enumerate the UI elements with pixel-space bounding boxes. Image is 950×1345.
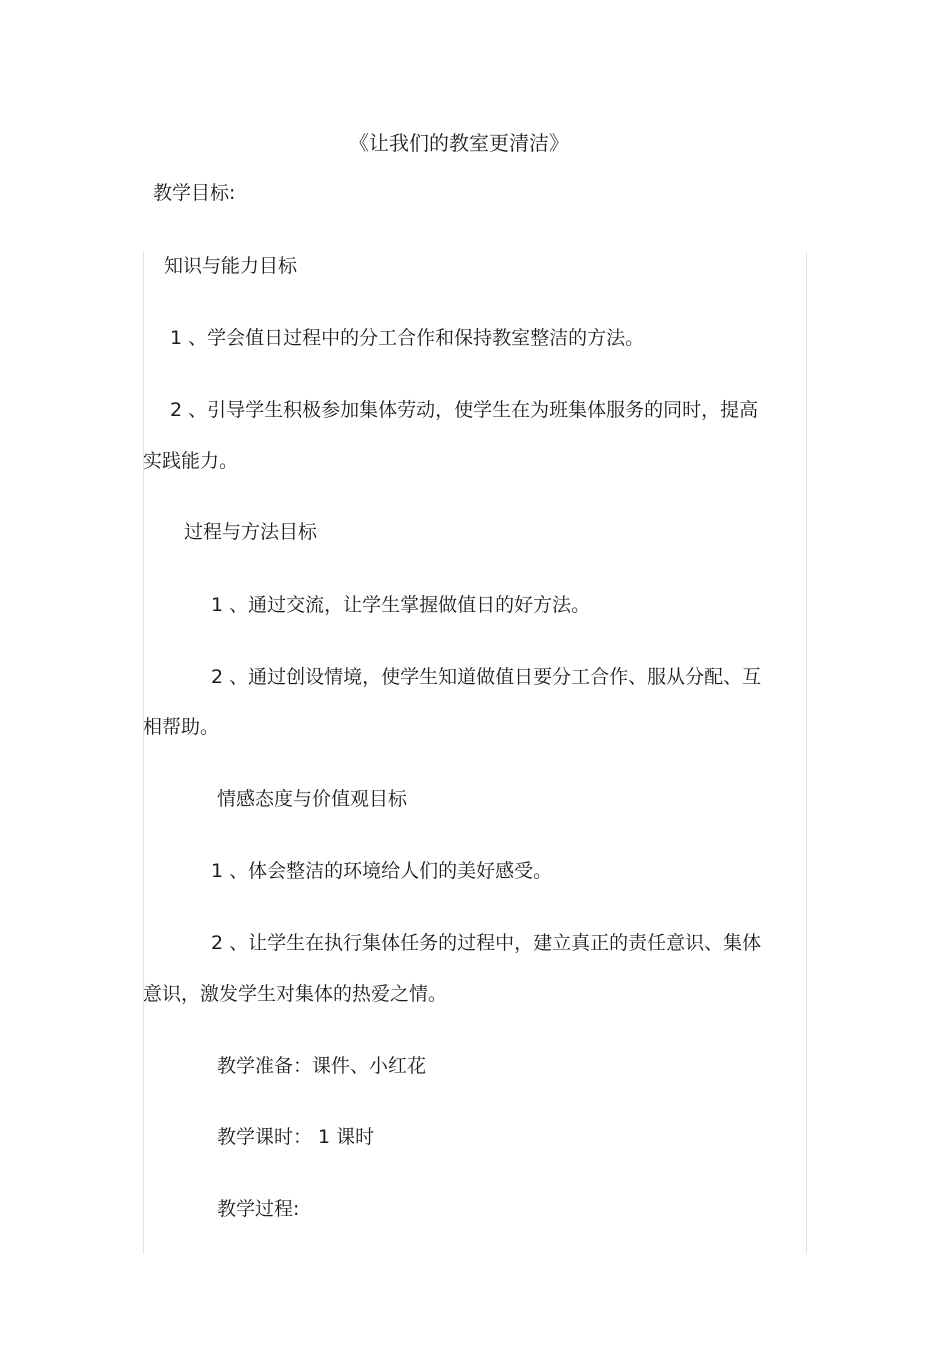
frame-left-border bbox=[143, 252, 144, 1254]
knowledge-heading: 知识与能力目标 bbox=[164, 255, 298, 277]
frame-right-border bbox=[806, 252, 807, 1254]
emotion-item-1: 1 、体会整洁的环境给人们的美好感受。 bbox=[211, 860, 553, 882]
knowledge-item-2-line-1: 2 、引导学生积极参加集体劳动，使学生在为班集体服务的同时，提高 bbox=[170, 399, 759, 421]
process-heading: 过程与方法目标 bbox=[184, 521, 318, 543]
emotion-item-2-line-1: 2 、让学生在执行集体任务的过程中，建立真正的责任意识、集体 bbox=[211, 932, 762, 954]
document-title: 《让我们的教室更清洁》 bbox=[349, 131, 569, 155]
process-item-2-line-2: 相帮助。 bbox=[143, 716, 220, 738]
teaching-hours: 教学课时： 1 课时 bbox=[217, 1126, 375, 1148]
knowledge-item-1: 1 、学会值日过程中的分工合作和保持教室整洁的方法。 bbox=[170, 327, 645, 349]
knowledge-item-2-line-2: 实践能力。 bbox=[143, 450, 239, 472]
emotion-item-2-line-2: 意识，激发学生对集体的热爱之情。 bbox=[143, 983, 448, 1005]
emotion-heading: 情感态度与价值观目标 bbox=[217, 788, 408, 810]
process-item-1: 1 、通过交流，让学生掌握做值日的好方法。 bbox=[211, 594, 591, 616]
teaching-procedure-heading: 教学过程: bbox=[217, 1198, 300, 1220]
teaching-preparation: 教学准备：课件、小红花 bbox=[217, 1055, 427, 1077]
objectives-heading: 教学目标: bbox=[153, 182, 236, 204]
process-item-2-line-1: 2 、通过创设情境，使学生知道做值日要分工合作、服从分配、互 bbox=[211, 666, 762, 688]
